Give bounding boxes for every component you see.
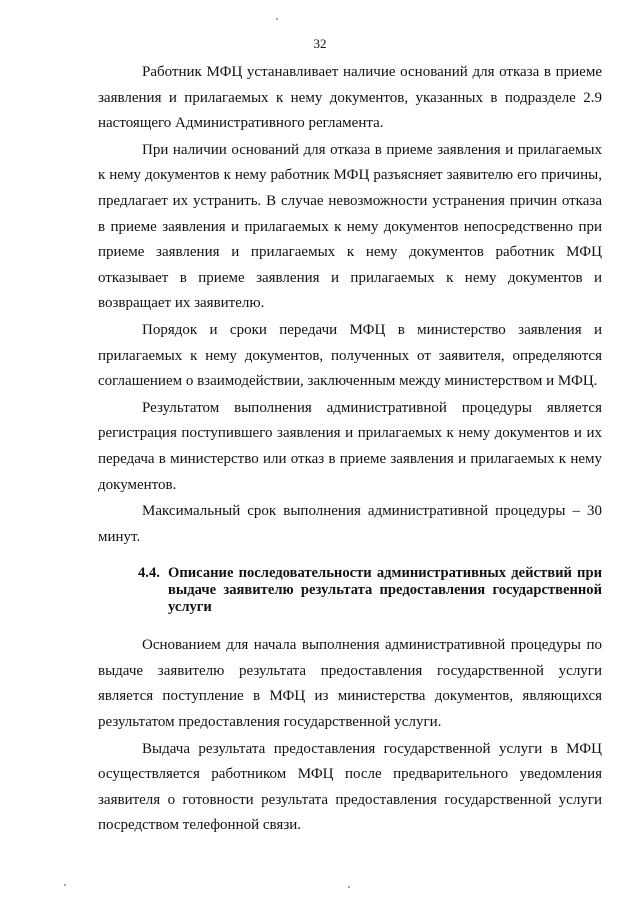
paragraph-transfer-procedure: Порядок и сроки передачи МФЦ в министерство заявления и прилагаемых к нему документов, полученных от заявителя, определяются соглашением о взаимодействии, заключенным между министерством и МФЦ.	[98, 321, 602, 390]
scan-speck	[276, 18, 278, 20]
paragraph-procedure-result: Результатом выполнения административной процедуры является регистрация поступившего заявления и прилагаемых к нему документов и их передача в министерство или отказ в приеме заявления и прилагаемых к нему документов.	[98, 399, 602, 493]
paragraph-maximum-time: Максимальный срок выполнения административной процедуры – 30 минут.	[98, 503, 602, 545]
scan-speck	[348, 886, 350, 888]
paragraph-mfc-checks-grounds: Работник МФЦ устанавливает наличие оснований для отказа в приеме заявления и прилагаемых к нему документов, указанных в подразделе 2.9 настоящего Административного регламента.	[98, 64, 602, 132]
section-title: Описание последовательности административных действий при выдаче заявителю результата предоставления государственной услуги	[168, 565, 602, 616]
page-number: 32	[313, 36, 327, 51]
section-number: 4.4.	[138, 565, 160, 582]
document-body	[98, 60, 602, 840]
paragraph-refusal-explanation: При наличии оснований для отказа в приеме заявления и прилагаемых к нему документов к нему работник МФЦ разъясняет заявителю его причины, предлагает их устранить. В случае невозможности устранения причин отказа в приеме заявления и прилагаемых к нему документов непосредственно при приеме заявления и прилагаемых к нему документов работник МФЦ отказывает в приеме заявления и прилагаемых к нему документов и возвращает их заявителю.	[98, 141, 602, 312]
paragraph-basis-for-start: Основанием для начала выполнения административной процедуры по выдаче заявителю результата предоставления государственной услуги является поступление в МФЦ из министерства документов, являющихся результатом предоставления государственной услуги.	[98, 637, 602, 731]
scan-speck	[64, 884, 66, 886]
section-heading	[98, 565, 602, 616]
paragraph-issuance-result: Выдача результата предоставления государственной услуги в МФЦ осуществляется работником МФЦ после предварительного уведомления заявителя о готовности результата предоставления государственной услуги посредством телефонной связи.	[98, 740, 602, 834]
